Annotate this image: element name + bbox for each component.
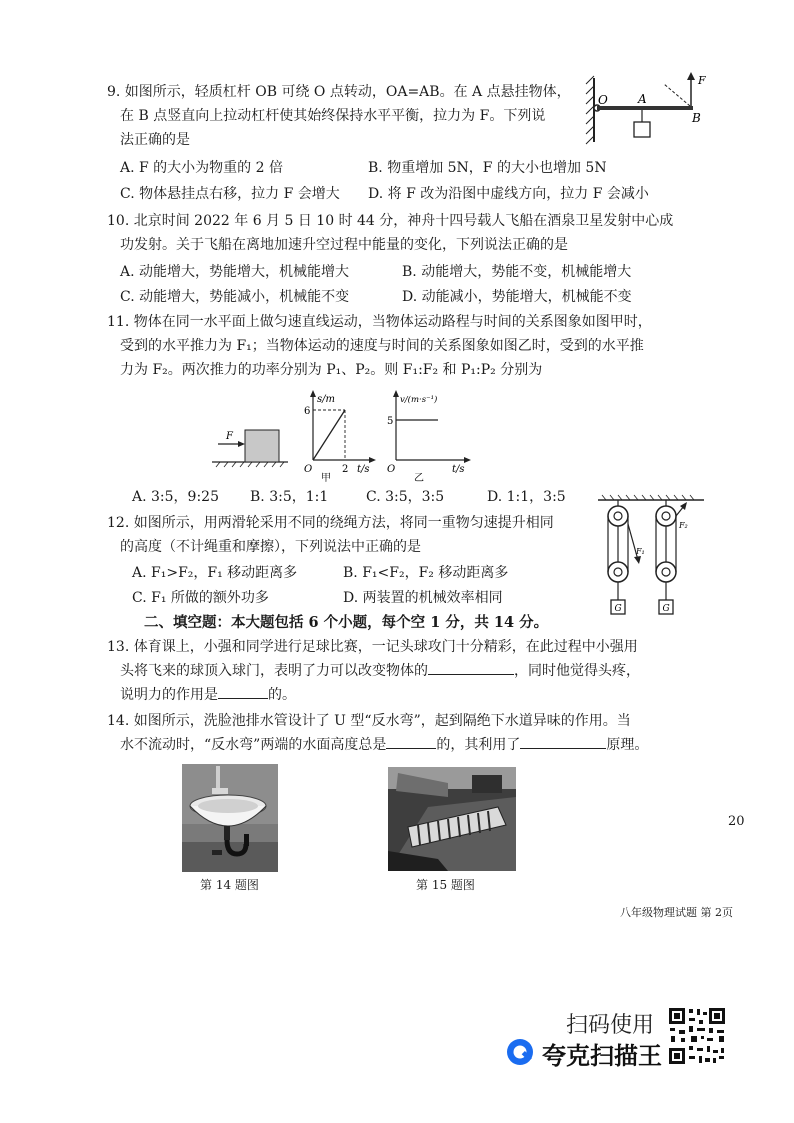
q12-option-b: B. F₁<F₂，F₂ 移动距离多: [343, 565, 509, 581]
graph2-xlabel: t/s: [452, 464, 465, 475]
q12-option-a: A. F₁>F₂，F₁ 移动距离多: [132, 565, 298, 581]
qr-code[interactable]: [667, 1006, 727, 1066]
scanner-brand: 夸克扫描王: [542, 1042, 662, 1070]
q12-line1: 12. 如图所示，用两滑轮采用不同的绕绳方法，将同一重物匀速提升相同: [107, 515, 554, 531]
q9-option-b: B. 物重增加 5N，F 的大小也增加 5N: [368, 160, 607, 176]
q14-blank-1[interactable]: [386, 734, 436, 749]
lever-figure: [582, 70, 712, 160]
sink-photo: [182, 764, 278, 872]
q11-line3: 力为 F₂。两次推力的功率分别为 P₁、P₂。则 F₁:F₂ 和 P₁:P₂ 分别为: [120, 362, 543, 378]
lever-label-o: O: [598, 93, 608, 107]
pulley-label-f2: F₂: [679, 521, 688, 530]
graph1-xtick: 2: [342, 464, 349, 475]
q11-option-d: D. 1:1，3:5: [487, 489, 566, 505]
lever-label-a: A: [638, 92, 647, 106]
graph-s-t: [297, 388, 379, 483]
q13-line3-text-a: 说明力的作用是: [120, 687, 218, 703]
pulley-label-g1: G: [614, 604, 622, 614]
graph1-origin: O: [304, 464, 313, 475]
q10-line2: 功发射。关于飞船在离地加速升空过程中能量的变化，下列说法正确的是: [120, 237, 568, 253]
q11-option-b: B. 3:5，1:1: [250, 489, 329, 505]
q9-option-c: C. 物体悬挂点右移，拉力 F 会增大: [120, 186, 340, 202]
q9-line3: 法正确的是: [120, 132, 190, 148]
q13-blank-2[interactable]: [218, 684, 268, 699]
q13-line2-text-a: 头将飞来的球顶入球门，表明了力可以改变物体的: [120, 663, 428, 679]
block-label-f: F: [226, 431, 233, 442]
q10-option-d: D. 动能减小，势能增大，机械能不变: [402, 289, 632, 305]
q14-line2-text-b: 的，其利用了: [436, 737, 521, 753]
q13-line3-text-b: 的。: [268, 687, 296, 703]
scanner-logo-icon: [505, 1037, 535, 1067]
q14-line2: [120, 734, 648, 757]
q12-line2: 的高度（不计绳重和摩擦），下列说法中正确的是: [120, 539, 421, 555]
graph1-ytick: 6: [304, 406, 311, 417]
q10-option-c: C. 动能增大，势能减小，机械能不变: [120, 289, 350, 305]
page-footer: 八年级物理试题 第 2页: [620, 906, 733, 919]
graph2-ytick: 5: [387, 416, 394, 427]
graph-v-t: [380, 388, 475, 483]
q11-line2: 受到的水平推力为 F₁；当物体运动的速度与时间的关系图象如图乙时，受到的水平推: [120, 338, 644, 354]
q11-option-c: C. 3:5，3:5: [366, 489, 445, 505]
pulley-label-f1: F₁: [636, 547, 645, 556]
q14-line2-text-a: 水不流动时，“反水弯”两端的水面高度总是: [120, 737, 387, 753]
lever-label-f: F: [698, 74, 706, 87]
q13-line1: 13. 体育课上，小强和同学进行足球比赛，一记头球攻门十分精彩，在此过程中小强用: [107, 639, 638, 655]
scan-label: 扫码使用: [566, 1013, 655, 1038]
block-figure: [210, 420, 290, 468]
q12-option-c: C. F₁ 所做的额外功多: [132, 590, 269, 606]
q14-blank-2[interactable]: [520, 734, 606, 749]
pulley-label-g2: G: [662, 604, 670, 614]
graph2-origin: O: [387, 464, 396, 475]
q12-option-d: D. 两装置的机械效率相同: [343, 590, 503, 606]
fig15-caption: 第 15 题图: [416, 878, 475, 892]
q13-line2: [120, 660, 640, 683]
lock-gate-photo: [388, 767, 516, 871]
margin-mark: 20: [728, 814, 745, 829]
q9-option-a: A. F 的大小为物重的 2 倍: [120, 160, 283, 176]
q14-line1: 14. 如图所示，洗脸池排水管设计了 U 型“反水弯”，起到隔绝下水道异味的作用。当: [107, 713, 631, 729]
graph2-ylabel: v/(m·s⁻¹): [400, 395, 438, 405]
q10-option-b: B. 动能增大，势能不变，机械能增大: [402, 264, 632, 280]
graph2-caption: 乙: [414, 473, 424, 483]
q10-line1: 10. 北京时间 2022 年 6 月 5 日 10 时 44 分，神舟十四号载人飞船在酒泉卫星发射中心成: [107, 213, 674, 229]
q9-line2: 在 B 点竖直向上拉动杠杆使其始终保持水平平衡，拉力为 F。下列说: [120, 108, 546, 124]
graph1-caption: 甲: [321, 473, 331, 483]
fig14-caption: 第 14 题图: [200, 878, 259, 892]
q11-option-a: A. 3:5，9:25: [132, 489, 219, 505]
q10-option-a: A. 动能增大，势能增大，机械能增大: [120, 264, 350, 280]
section-heading-fill-in: 二、填空题：本大题包括 6 个小题，每个空 1 分，共 14 分。: [144, 614, 549, 631]
pulley-figure: [596, 494, 706, 620]
q13-blank-1[interactable]: [428, 660, 514, 675]
q13-line2-text-b: ，同时他觉得头疼，: [514, 663, 640, 679]
q9-line1: 9. 如图所示，轻质杠杆 OB 可绕 O 点转动，OA=AB。在 A 点悬挂物体，: [107, 84, 571, 100]
q9-option-d: D. 将 F 改为沿图中虚线方向，拉力 F 会减小: [368, 186, 649, 202]
q11-line1: 11. 物体在同一水平面上做匀速直线运动，当物体运动路程与时间的关系图象如图甲时，: [107, 314, 652, 330]
graph1-ylabel: s/m: [317, 394, 335, 405]
q14-line2-text-c: 原理。: [606, 737, 649, 753]
q13-line3: [120, 684, 296, 707]
lever-label-b: B: [692, 111, 701, 125]
graph1-xlabel: t/s: [357, 464, 370, 475]
